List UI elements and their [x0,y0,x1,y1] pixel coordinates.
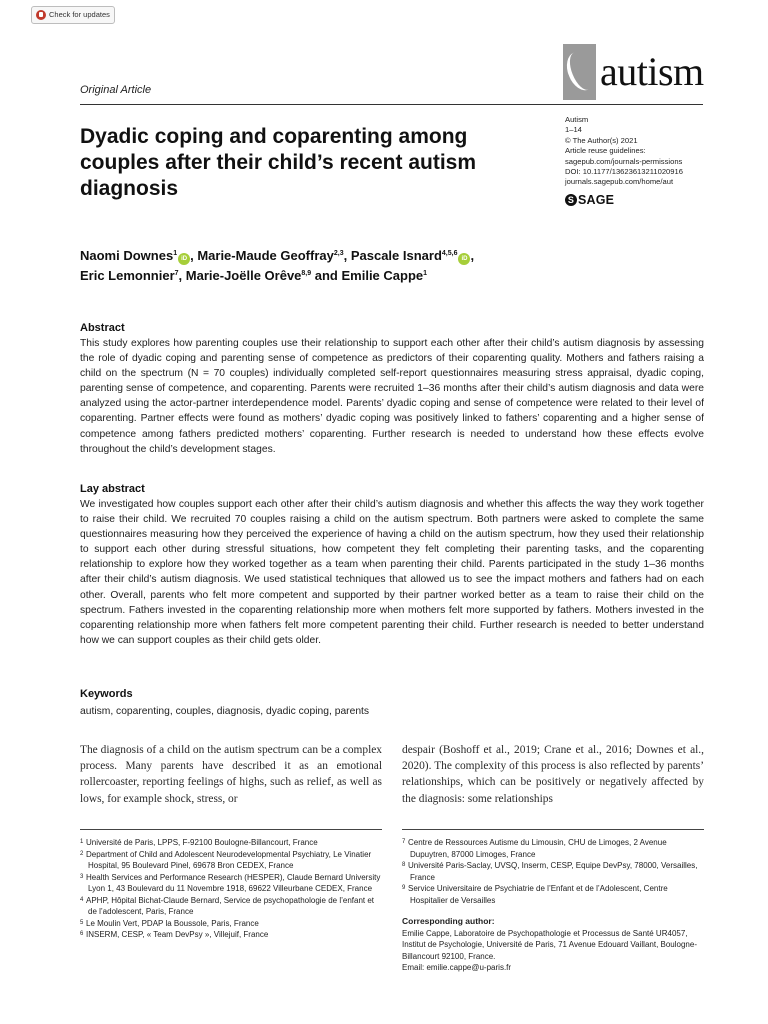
corresponding-author-address: Emilie Cappe, Laboratoire de Psychopathologie et Processus de Santé UR4057, Institut de Psychologie, Université de Paris, 71 Avenue Edouard Vaillant, Boulogne-Billancourt 92100, France. [402,928,697,961]
author-list [80,246,640,286]
author-affiliation-marker: 4,5,6 [441,250,458,257]
lay-abstract-heading: Lay abstract [80,483,145,495]
refresh-icon [36,10,46,20]
affiliation-item: 9 Service Universitaire de Psychiatrie de l’Enfant et de l’Adolescent, Centre Hospitalier de Versailles [402,884,668,905]
corresponding-author-email[interactable]: Email: emilie.cappe@u-paris.fr [402,963,512,972]
publisher-name: SAGE [578,193,615,207]
article-title: Dyadic coping and coparenting among couples after their child’s recent autism diagnosis [80,125,477,200]
meta-doi-link[interactable]: DOI: 10.1177/13623613211020916 [565,167,683,177]
meta-journal: Autism [565,115,589,124]
footnote-divider-right [402,829,704,830]
author-affiliation-marker: 1 [173,250,178,257]
corresponding-author-heading: Corresponding author: [402,916,495,926]
publisher-logo [565,193,614,207]
lay-abstract-text: We investigated how couples support each other after their child’s autism diagnosis and whether this affects the way they work together to raise their child. We recruited 70 couples raising a child on the autism spectrum. Both partners were asked to complete the same questionnaires measuring how they perceived the experience of having a child on the autism spectrum, how they used their relationship to support each other during stressful situations, how competent they felt completing their parenting tasks, and the coparenting relationship to explore how they worked together as a team when parenting their child. Parents participated in the study 1–36 months after their child’s autism diagnosis. We used statistical techniques that allowed us to see the impact mothers and fathers had on each other. Overall, parents who felt more competent and supported by their partner worked better as a team to raise their child on the spectrum. Fathers invested in the coparenting relationship more when mothers felt more supported by fathers. Mothers invested in the coparenting relationship more when fathers felt more competent parenting their child. Further research is needed to better understand how we can support couples as their child gets older. [80,499,704,646]
abstract-heading: Abstract [80,322,125,334]
affiliation-item: 3 Health Services and Performance Research (HESPER), Claude Bernard University Lyon 1, 43 Boulevard du 11 Novembre 1918, 69622 Villeurbane CEDEX, France [80,872,381,893]
affiliation-item: 1 Université de Paris, LPPS, F-92100 Boulogne-Billancourt, France [80,838,318,847]
orcid-icon[interactable]: iD [178,253,190,265]
meta-reuse-label: Article reuse guidelines: [565,146,646,156]
journal-logo-mark-icon [563,44,596,100]
author-affiliation-marker: 2,3 [333,250,344,257]
journal-logo: autism [600,49,704,94]
body-text-right-column: despair (Boshoff et al., 2019; Crane et al., 2016; Downes et al., 2020). The complexity of this process is also reflected by parents’ relationships, which can be positively or negatively affected by the diagnosis: some relationships [402,744,704,805]
affiliation-item: 4 APHP, Hôpital Bichat-Claude Bernard, Service de psychopathologie de l’enfant et de l’adolescent, Paris, France [80,895,375,916]
check-for-updates-label: Check for updates [49,10,110,19]
affiliations-left [80,837,385,941]
affiliation-item: 7 Centre de Ressources Autisme du Limousin, CHU de Limoges, 2 Avenue Dupuytren, 87000 Limoges, France [402,838,667,859]
affiliations-right [402,837,707,974]
keywords-text: autism, coparenting, couples, diagnosis, dyadic coping, parents [80,706,370,717]
footnote-divider-left [80,829,382,830]
author-affiliation-marker: 7 [174,270,179,277]
orcid-icon[interactable]: iD [458,253,470,265]
author-separator: and [311,268,342,283]
author-separator: , [470,248,475,263]
author-name: Naomi Downes [80,248,174,263]
meta-permissions-link[interactable]: sagepub.com/journals-permissions [565,156,683,166]
author-separator: , [178,268,186,283]
sage-icon: S [565,194,577,206]
meta-pages: 1–14 [565,125,582,135]
affiliation-item: 5 Le Moulin Vert, PDAP la Boussole, Paris, France [80,918,259,928]
author-name: Eric Lemonnier [80,268,175,283]
keywords-heading: Keywords [80,688,133,700]
author-name: Marie-Maude Geoffray [197,248,334,263]
affiliation-item: 2 Department of Child and Adolescent Neurodevelopmental Psychiatry, Le Vinatier Hospital, 95 Boulevard Pinel, 69678 Bron CEDEX, France [80,849,372,870]
author-name: Emilie Cappe [341,268,424,283]
header-divider [80,104,703,105]
meta-journal-link[interactable]: journals.sagepub.com/home/aut [565,177,674,187]
author-affiliation-marker: 1 [423,270,428,277]
author-name: Pascale Isnard [350,248,442,263]
body-text-left-column: The diagnosis of a child on the autism spectrum can be a complex process. Many parents have described it as an emotional rollercoaster, reporting feelings of highs, such as relief, as well as lows, for example shock, stress, or [80,744,382,805]
affiliation-item: 8 Université Paris-Saclay, UVSQ, Inserm, CESP, Equipe DevPsy, 78000, Versailles, France [402,861,698,882]
abstract-text: This study explores how parenting couples use their relationship to support each other after their child’s autism diagnosis by assessing the role of dyadic coping and parenting sense of competence as predictors of their coparenting quality. Mothers and fathers raising a child on the spectrum (N = 70 couples) individually completed self-report questionnaires measuring stress appraisal, dyadic coping, parenting sense of competence, and coparenting. Parents were recruited 1–36 months after their child’s autism diagnosis and data were analyzed using the actor-partner interdependence model. Parents’ dyadic coping and sense of competence were related to their level of coparenting. Partner effects were found as mothers’ dyadic coping was positively linked to fathers’ coparenting and a higher sense of competence among fathers predicted mothers’ coparenting. Further research is needed to understand how these effects evolve throughout the child’s development stages. [80,338,704,455]
author-separator: , [190,248,198,263]
author-name: Marie-Joëlle Orêve [185,268,302,283]
author-affiliation-marker: 8,9 [301,270,312,277]
meta-copyright: © The Author(s) 2021 [565,135,638,145]
journal-metadata [565,115,755,188]
check-for-updates-button[interactable] [31,6,115,24]
article-type: Original Article [80,84,152,96]
author-separator: , [343,248,351,263]
affiliation-item: 6 INSERM, CESP, « Team DevPsy », Villejuif, France [80,930,269,939]
